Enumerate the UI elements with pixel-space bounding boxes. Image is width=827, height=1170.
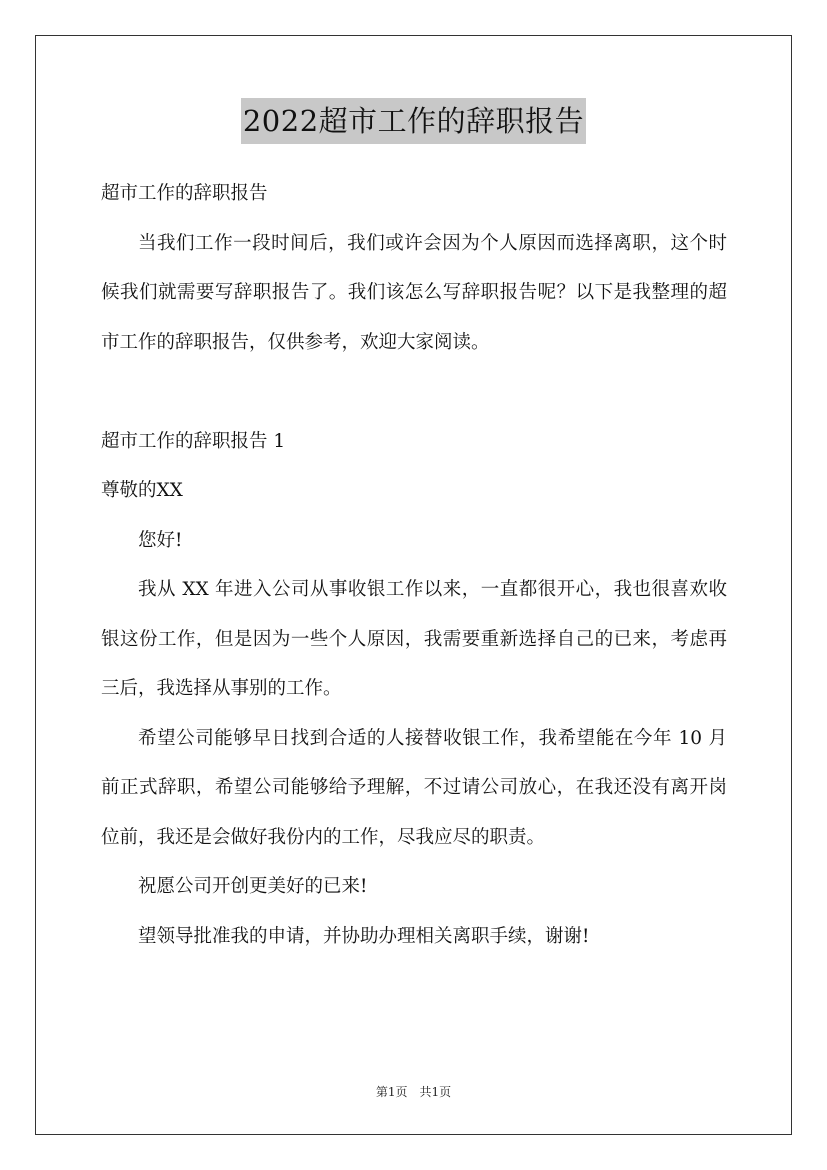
title-container bbox=[0, 98, 827, 144]
paragraph-gap bbox=[101, 367, 727, 417]
document-title: 2022超市工作的辞职报告 bbox=[241, 98, 586, 144]
document-body bbox=[101, 169, 727, 961]
body-paragraph: 我从 XX 年进入公司从事收银工作以来，一直都很开心，我也很喜欢收银这份工作，但是因为一些个人原因，我需要重新选择自己的已来，考虑再三后，我选择从事别的工作。 bbox=[101, 579, 727, 699]
body-paragraph: 祝愿公司开创更美好的已来! bbox=[138, 876, 368, 897]
body-paragraph: 望领导批准我的申请，并协助办理相关离职手续，谢谢! bbox=[138, 925, 590, 947]
page-total: 共1页 bbox=[419, 1085, 452, 1099]
page-number: 第1页 bbox=[375, 1085, 408, 1099]
greeting: 您好! bbox=[138, 529, 183, 551]
page-footer bbox=[0, 1082, 827, 1102]
section-heading: 超市工作的辞职报告 1 bbox=[101, 430, 286, 452]
body-paragraph: 希望公司能够早日找到合适的人接替收银工作，我希望能在今年 10 月前正式辞职，希望公司能够给予理解，不过请公司放心，在我还没有离开岗位前，我还是会做好我份内的工作，尽我应尽的职责。 bbox=[101, 727, 727, 848]
intro-paragraph: 当我们工作一段时间后，我们或许会因为个人原因而选择离职，这个时候我们就需要写辞职报告了。我们该怎么写辞职报告呢？以下是我整理的超市工作的辞职报告，仅供参考，欢迎大家阅读。 bbox=[101, 232, 727, 353]
document-subtitle: 超市工作的辞职报告 bbox=[101, 183, 268, 204]
salutation: 尊敬的XX bbox=[101, 480, 183, 501]
